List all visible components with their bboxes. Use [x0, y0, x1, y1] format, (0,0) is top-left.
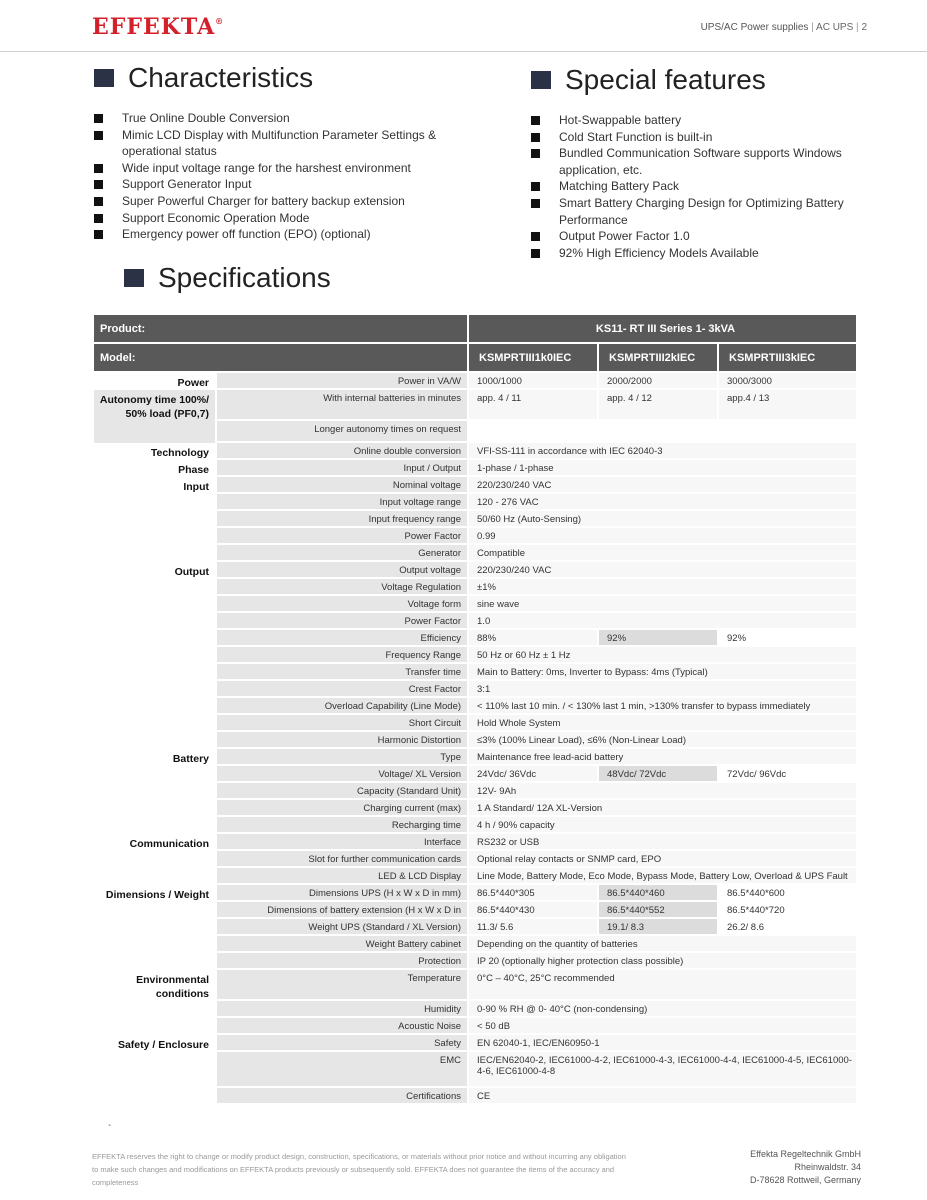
spec-parameter: Power Factor	[215, 613, 467, 630]
spec-row	[94, 579, 856, 596]
effekta-logo	[92, 14, 224, 40]
special-features-list	[531, 112, 861, 261]
spec-row	[94, 596, 856, 613]
spec-parameter: Efficiency	[215, 630, 467, 647]
header-breadcrumb	[701, 22, 867, 33]
heading-square-icon	[94, 69, 114, 87]
characteristic-item	[94, 210, 444, 227]
bullet-square-icon	[94, 180, 103, 189]
spec-value-model-3: 3000/3000	[717, 373, 856, 390]
spec-row	[94, 511, 856, 528]
spec-category	[94, 902, 215, 919]
spec-parameter: Weight UPS (Standard / XL Version)	[215, 919, 467, 936]
spec-value: 4 h / 90% capacity	[467, 817, 856, 834]
spec-row	[94, 817, 856, 834]
spec-value: RS232 or USB	[467, 834, 856, 851]
spec-value: Hold Whole System	[467, 715, 856, 732]
bullet-square-icon	[94, 131, 103, 140]
bullet-square-icon	[531, 133, 540, 142]
spec-row	[94, 373, 856, 390]
spec-parameter: Online double conversion	[215, 443, 467, 460]
spec-category: Safety / Enclosure	[117, 1039, 209, 1051]
spec-parameter: Harmonic Distortion	[215, 732, 467, 749]
spec-value: Optional relay contacts or SNMP card, EPO	[467, 851, 856, 868]
spec-category	[94, 732, 215, 749]
spec-value-model-2: 92%	[597, 630, 717, 647]
spec-row	[94, 1052, 856, 1088]
spec-row	[94, 613, 856, 630]
spec-value: sine wave	[467, 596, 856, 613]
spec-parameter: Certifications	[215, 1088, 467, 1105]
spec-row	[94, 630, 856, 647]
spec-row	[94, 1001, 856, 1018]
spec-row	[94, 528, 856, 545]
spec-category	[94, 1001, 215, 1018]
model-row	[94, 344, 856, 371]
header-category: UPS/AC Power supplies	[700, 22, 809, 33]
spec-parameter: Interface	[215, 834, 467, 851]
logo-text: EFFEKTA	[92, 14, 216, 40]
spec-category	[94, 511, 215, 528]
spec-row	[94, 421, 856, 443]
spec-row	[94, 800, 856, 817]
spec-row	[94, 868, 856, 885]
model-3: KSMPRTIII3kIEC	[717, 344, 856, 371]
header-subcategory: AC UPS	[816, 22, 854, 33]
bullet-square-icon	[94, 164, 103, 173]
spec-parameter: Humidity	[215, 1001, 467, 1018]
spec-value-model-1: 88%	[467, 630, 597, 647]
bullet-square-icon	[94, 197, 103, 206]
heading-square-icon	[124, 269, 144, 287]
spec-category: Communication	[129, 838, 209, 850]
feature-text: Matching Battery Pack	[559, 179, 680, 194]
spec-row	[94, 1088, 856, 1105]
feature-item	[531, 228, 861, 245]
spec-parameter: Input voltage range	[215, 494, 467, 511]
bullet-square-icon	[531, 232, 540, 241]
spec-value: Compatible	[467, 545, 856, 562]
feature-text: Bundled Communication Software supports Windows application, etc.	[559, 146, 842, 177]
spec-parameter: Voltage/ XL Version	[215, 766, 467, 783]
spec-parameter: Input / Output	[215, 460, 467, 477]
spec-parameter: Safety	[215, 1035, 467, 1052]
spec-row	[94, 783, 856, 800]
spec-value: CE	[467, 1088, 856, 1105]
spec-parameter: Overload Capability (Line Mode)	[215, 698, 467, 715]
spec-value: ≤3% (100% Linear Load), ≤6% (Non-Linear Load)	[467, 732, 856, 749]
spec-parameter: EMC	[215, 1052, 467, 1088]
spec-value: < 50 dB	[467, 1018, 856, 1035]
footer-address	[750, 1148, 861, 1187]
characteristic-item	[94, 110, 444, 127]
spec-value-model-3: 26.2/ 8.6	[717, 919, 856, 936]
spec-value: 12V- 9Ah	[467, 783, 856, 800]
feature-item	[531, 178, 861, 195]
characteristic-text: True Online Double Conversion	[122, 111, 290, 125]
spec-value-model-1: 86.5*440*430	[467, 902, 597, 919]
spec-value: Main to Battery: 0ms, Inverter to Bypass: 4ms (Typical)	[467, 664, 856, 681]
spec-row	[94, 970, 856, 1001]
spec-value: Maintenance free lead-acid battery	[467, 749, 856, 766]
spec-category	[94, 647, 215, 664]
spec-row	[94, 545, 856, 562]
spec-value	[467, 421, 856, 443]
bullet-square-icon	[531, 199, 540, 208]
spec-category: Dimensions / Weight	[105, 889, 209, 901]
characteristics-title: Characteristics	[128, 62, 314, 93]
spec-value-model-1: app. 4 / 11	[467, 390, 597, 421]
spec-category	[94, 783, 215, 800]
spec-category	[94, 421, 215, 443]
spec-row	[94, 664, 856, 681]
spec-value: ±1%	[467, 579, 856, 596]
spec-parameter: Short Circuit	[215, 715, 467, 732]
spec-category	[94, 800, 215, 817]
spec-value: EN 62040-1, IEC/EN60950-1	[467, 1035, 856, 1052]
model-label: Model:	[94, 344, 467, 371]
spec-category	[94, 681, 215, 698]
spec-parameter: Voltage Regulation	[215, 579, 467, 596]
spec-value: 220/230/240 VAC	[467, 477, 856, 494]
spec-row	[94, 390, 856, 421]
bullet-square-icon	[531, 249, 540, 258]
spec-row	[94, 443, 856, 460]
feature-item	[531, 245, 861, 262]
spec-value-model-2: 48Vdc/ 72Vdc	[597, 766, 717, 783]
company-city: D-78628 Rottweil, Germany	[749, 1175, 861, 1185]
spec-category	[94, 1088, 215, 1105]
spec-parameter: Dimensions UPS (H x W x D in mm)	[215, 885, 467, 902]
spec-value: 1 A Standard/ 12A XL-Version	[467, 800, 856, 817]
spec-category	[94, 817, 215, 834]
feature-item	[531, 145, 861, 178]
spec-category	[94, 664, 215, 681]
model-1: KSMPRTIII1k0IEC	[467, 344, 597, 371]
specifications-heading	[124, 262, 331, 294]
spec-value: IEC/EN62040-2, IEC61000-4-2, IEC61000-4-3, IEC61000-4-4, IEC61000-4-5, IEC61000-4-6, IEC61000-4-8	[467, 1052, 856, 1088]
header-separator-2: |	[856, 22, 859, 33]
spec-value-model-3: app.4 / 13	[717, 390, 856, 421]
feature-text: Smart Battery Charging Design for Optimizing Battery Performance	[559, 195, 844, 227]
footnote-mark: `	[108, 1124, 112, 1135]
spec-category	[94, 630, 215, 647]
spec-category	[94, 579, 215, 596]
spec-parameter: Acoustic Noise	[215, 1018, 467, 1035]
spec-row	[94, 681, 856, 698]
page-number: 2	[861, 22, 867, 33]
characteristics-heading	[94, 62, 313, 94]
spec-row	[94, 477, 856, 494]
specifications-title: Specifications	[158, 262, 331, 293]
spec-category	[94, 919, 215, 936]
spec-category	[94, 596, 215, 613]
spec-value: 120 - 276 VAC	[467, 494, 856, 511]
bullet-square-icon	[94, 214, 103, 223]
spec-row	[94, 936, 856, 953]
header-divider	[0, 51, 927, 52]
spec-parameter: Output voltage	[215, 562, 467, 579]
spec-category	[94, 698, 215, 715]
spec-value: 3:1	[467, 681, 856, 698]
spec-category	[94, 545, 215, 562]
bullet-square-icon	[531, 116, 540, 125]
spec-value-model-3: 86.5*440*720	[717, 902, 856, 919]
spec-row	[94, 562, 856, 579]
spec-parameter: Capacity (Standard Unit)	[215, 783, 467, 800]
spec-category: Input	[183, 481, 209, 493]
footer-disclaimer: EFFEKTA reserves the right to change or modify product design, construction, specifications, or materials without prior notice and without incurring any obligation to make such changes and modifications on EFFEKTA products previously or subsequently sold. EFFEKTA does not guarantee the items of the accuracy and completeness	[92, 1152, 626, 1187]
spec-row	[94, 715, 856, 732]
spec-value-model-2: 2000/2000	[597, 373, 717, 390]
spec-value-model-1: 86.5*440*305	[467, 885, 597, 902]
spec-row	[94, 749, 856, 766]
spec-parameter: Weight Battery cabinet	[215, 936, 467, 953]
spec-parameter: Transfer time	[215, 664, 467, 681]
company-street: Rheinwaldstr. 34	[794, 1162, 861, 1172]
characteristic-item	[94, 127, 444, 160]
spec-row	[94, 919, 856, 936]
spec-row	[94, 851, 856, 868]
product-value: KS11- RT III Series 1- 3kVA	[467, 315, 856, 342]
heading-square-icon	[531, 71, 551, 89]
characteristic-item	[94, 160, 444, 177]
spec-value-model-2: app. 4 / 12	[597, 390, 717, 421]
spec-row	[94, 1035, 856, 1052]
spec-category: Phase	[178, 464, 209, 476]
spec-row	[94, 494, 856, 511]
spec-parameter: Voltage form	[215, 596, 467, 613]
spec-row	[94, 953, 856, 970]
spec-parameter: With internal batteries in minutes	[215, 390, 467, 421]
product-label: Product:	[94, 315, 467, 342]
spec-row	[94, 460, 856, 477]
characteristic-text: Support Economic Operation Mode	[122, 210, 310, 225]
spec-category	[94, 528, 215, 545]
spec-parameter: Slot for further communication cards	[215, 851, 467, 868]
spec-category	[94, 613, 215, 630]
spec-value: 220/230/240 VAC	[467, 562, 856, 579]
spec-category: Battery	[172, 753, 209, 765]
spec-value-model-2: 19.1/ 8.3	[597, 919, 717, 936]
spec-value: 0-90 % RH @ 0- 40°C (non-condensing)	[467, 1001, 856, 1018]
spec-category: Technology	[150, 447, 209, 459]
characteristic-text: Super Powerful Charger for battery backup extension	[122, 193, 405, 208]
spec-category	[94, 1018, 215, 1035]
feature-text: 92% High Efficiency Models Available	[559, 245, 759, 260]
spec-value: < 110% last 10 min. / < 130% last 1 min, >130% transfer to bypass immediately	[467, 698, 856, 715]
company-name: Effekta Regeltechnik GmbH	[750, 1149, 861, 1159]
characteristic-text: Emergency power off function (EPO) (optional)	[122, 227, 371, 242]
spec-category	[94, 953, 215, 970]
characteristic-text: Mimic LCD Display with Multifunction Parameter Settings & operational status	[122, 127, 437, 159]
characteristic-item	[94, 226, 444, 243]
spec-parameter: Input frequency range	[215, 511, 467, 528]
feature-item	[531, 112, 861, 129]
spec-parameter: Dimensions of battery extension (H x W x D in	[215, 902, 467, 919]
spec-category	[94, 851, 215, 868]
feature-item	[531, 195, 861, 228]
spec-parameter: Power Factor	[215, 528, 467, 545]
header-separator: |	[811, 22, 814, 33]
spec-parameter: Longer autonomy times on request	[215, 421, 467, 443]
spec-category: Output	[174, 566, 209, 578]
spec-parameter: Generator	[215, 545, 467, 562]
spec-value: 1.0	[467, 613, 856, 630]
special-features-heading	[531, 64, 766, 96]
spec-parameter: LED & LCD Display	[215, 868, 467, 885]
feature-item	[531, 129, 861, 146]
spec-category	[94, 936, 215, 953]
spec-row	[94, 766, 856, 783]
spec-parameter: Type	[215, 749, 467, 766]
spec-category	[94, 766, 215, 783]
characteristic-item	[94, 193, 444, 210]
spec-value: 50/60 Hz (Auto-Sensing)	[467, 511, 856, 528]
spec-value: Line Mode, Battery Mode, Eco Mode, Bypass Mode, Battery Low, Overload & UPS Fault	[467, 868, 856, 885]
bullet-square-icon	[94, 230, 103, 239]
feature-text: Cold Start Function is built-in	[559, 129, 713, 144]
characteristic-item	[94, 176, 444, 193]
spec-value-model-1: 1000/1000	[467, 373, 597, 390]
spec-value: 0°C – 40°C, 25°C recommended	[467, 970, 856, 1001]
feature-text: Hot-Swappable battery	[559, 113, 682, 127]
spec-row	[94, 885, 856, 902]
spec-value-model-3: 72Vdc/ 96Vdc	[717, 766, 856, 783]
spec-value-model-2: 86.5*440*460	[597, 885, 717, 902]
spec-value-model-2: 86.5*440*552	[597, 902, 717, 919]
registered-mark: ®	[215, 16, 225, 26]
characteristic-text: Wide input voltage range for the harshest environment	[122, 160, 411, 175]
characteristic-text: Support Generator Input	[122, 177, 252, 192]
spec-row	[94, 698, 856, 715]
spec-parameter: Temperature	[215, 970, 467, 1001]
spec-category: Environmental conditions	[136, 974, 209, 1000]
spec-parameter: Power in VA/W	[215, 373, 467, 390]
model-2: KSMPRTIII2kIEC	[597, 344, 717, 371]
spec-category	[94, 494, 215, 511]
characteristics-list	[94, 110, 444, 243]
spec-value: 50 Hz or 60 Hz ± 1 Hz	[467, 647, 856, 664]
spec-category: Autonomy time 100%/ 50% load (PF0,7)	[94, 390, 215, 421]
spec-parameter: Protection	[215, 953, 467, 970]
specifications-table	[94, 315, 856, 1105]
spec-parameter: Charging current (max)	[215, 800, 467, 817]
bullet-square-icon	[531, 149, 540, 158]
spec-category	[94, 868, 215, 885]
spec-value-model-3: 92%	[717, 630, 856, 647]
spec-value: 1-phase / 1-phase	[467, 460, 856, 477]
spec-value-model-1: 11.3/ 5.6	[467, 919, 597, 936]
spec-row	[94, 647, 856, 664]
spec-row	[94, 902, 856, 919]
spec-value-model-3: 86.5*440*600	[717, 885, 856, 902]
spec-value: IP 20 (optionally higher protection class possible)	[467, 953, 856, 970]
feature-text: Output Power Factor 1.0	[559, 229, 690, 244]
spec-category	[94, 1052, 215, 1088]
spec-parameter: Recharging time	[215, 817, 467, 834]
spec-category	[94, 715, 215, 732]
product-row	[94, 315, 856, 342]
spec-parameter: Frequency Range	[215, 647, 467, 664]
spec-value: Depending on the quantity of batteries	[467, 936, 856, 953]
spec-row	[94, 1018, 856, 1035]
spec-value: 0.99	[467, 528, 856, 545]
bullet-square-icon	[94, 114, 103, 123]
spec-value: VFI-SS-111 in accordance with IEC 62040-3	[467, 443, 856, 460]
bullet-square-icon	[531, 182, 540, 191]
spec-parameter: Crest Factor	[215, 681, 467, 698]
spec-row	[94, 732, 856, 749]
special-features-title: Special features	[565, 64, 766, 95]
spec-row	[94, 834, 856, 851]
spec-category: Power	[177, 377, 209, 389]
spec-parameter: Nominal voltage	[215, 477, 467, 494]
spec-value-model-1: 24Vdc/ 36Vdc	[467, 766, 597, 783]
